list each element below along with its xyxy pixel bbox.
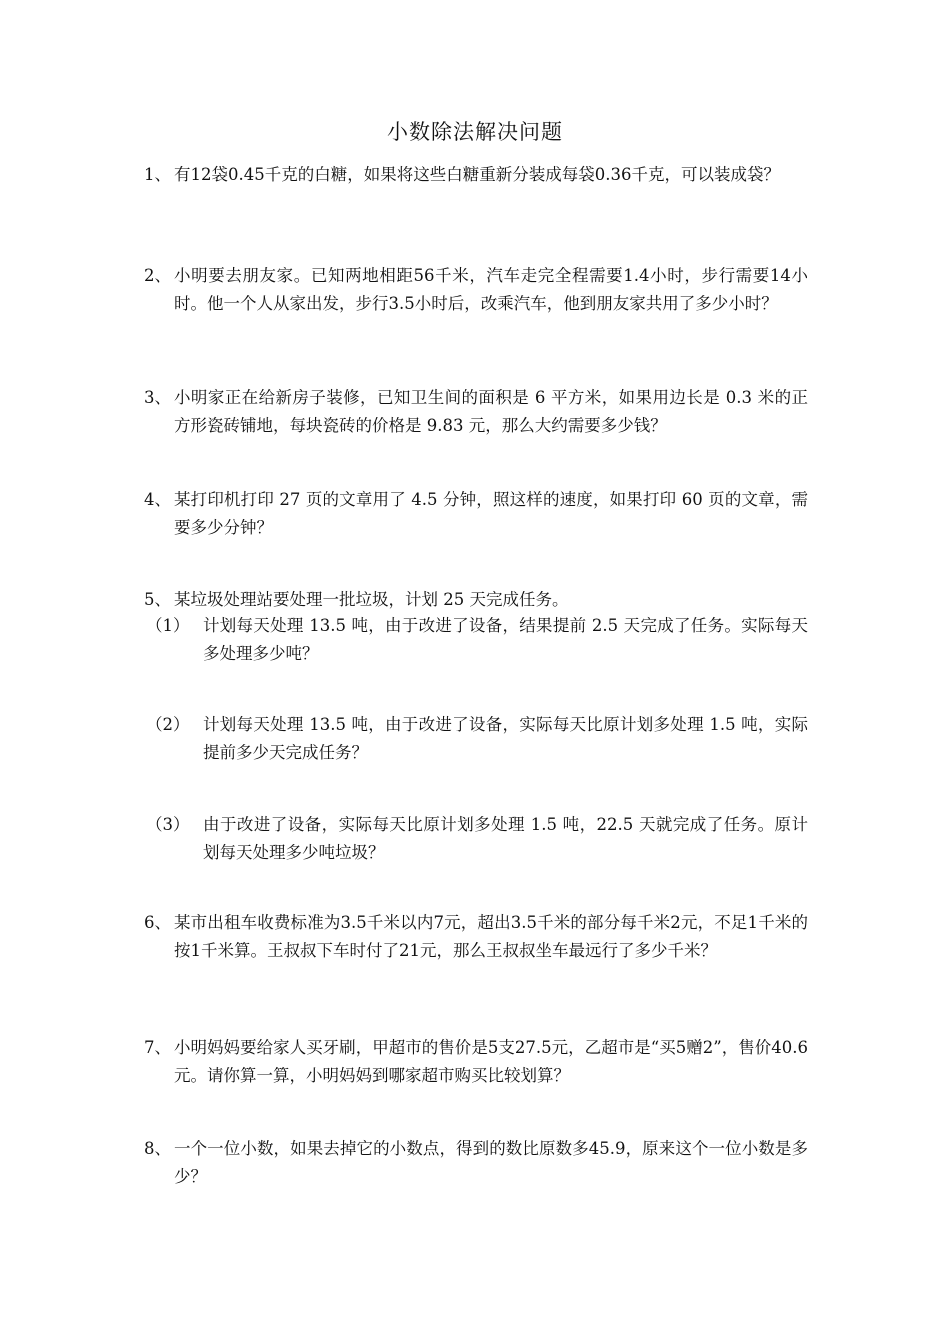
sub-question-text: 由于改进了设备，实际每天比原计划多处理 1.5 吨，22.5 天就完成了任务。原计划每天处理多少吨垃圾？ — [203, 815, 808, 862]
question-text: 小明妈妈要给家人买牙刷，甲超市的售价是5支27.5元，乙超市是“买5赠2”，售价40.6元。请你算一算，小明妈妈到哪家超市购买比较划算？ — [174, 1038, 808, 1085]
question-5-part-3 — [146, 811, 808, 867]
question-number: 4、 — [144, 490, 171, 509]
sub-question-number: （1） — [146, 616, 190, 635]
question-3 — [144, 384, 808, 440]
page-title: 小数除法解决问题 — [387, 120, 563, 144]
question-5-part-2 — [146, 711, 808, 767]
question-number: 2、 — [144, 266, 171, 285]
question-2 — [144, 262, 808, 318]
sub-question-text: 计划每天处理 13.5 吨，由于改进了设备，实际每天比原计划多处理 1.5 吨，实际提前多少天完成任务？ — [203, 715, 808, 762]
question-7 — [144, 1034, 808, 1090]
question-text: 有12袋0.45千克的白糖，如果将这些白糖重新分装成每袋0.36千克，可以装成袋？ — [174, 165, 780, 184]
question-text: 小明要去朋友家。已知两地相距56千米，汽车走完全程需要1.4小时，步行需要14小时。他一个人从家出发，步行3.5小时后，改乘汽车，他到朋友家共用了多少小时？ — [174, 266, 808, 313]
question-number: 6、 — [144, 913, 171, 932]
question-text: 某市出租车收费标准为3.5千米以内7元，超出3.5千米的部分每千米2元，不足1千米的按1千米算。王叔叔下车时付了21元，那么王叔叔坐车最远行了多少千米？ — [174, 913, 808, 960]
question-8 — [144, 1135, 808, 1191]
sub-question-number: （2） — [146, 715, 190, 734]
question-4 — [144, 486, 808, 542]
question-number: 3、 — [144, 388, 171, 407]
sub-question-number: （3） — [146, 815, 190, 834]
question-number: 7、 — [144, 1038, 171, 1057]
question-text: 一个一位小数，如果去掉它的小数点，得到的数比原数多45.9，原来这个一位小数是多少？ — [174, 1139, 808, 1186]
sub-question-text: 计划每天处理 13.5 吨，由于改进了设备，结果提前 2.5 天完成了任务。实际每天多处理多少吨？ — [203, 616, 808, 663]
question-text: 某打印机打印 27 页的文章用了 4.5 分钟，照这样的速度，如果打印 60 页的文章，需要多少分钟？ — [174, 490, 808, 537]
question-6 — [144, 909, 808, 965]
question-number: 1、 — [144, 165, 171, 184]
question-number: 8、 — [144, 1139, 171, 1158]
question-5-part-1 — [146, 612, 808, 668]
question-5 — [144, 586, 808, 614]
question-number: 5、 — [144, 590, 171, 609]
question-1 — [144, 161, 808, 189]
question-text: 小明家正在给新房子装修，已知卫生间的面积是 6 平方米，如果用边长是 0.3 米的正方形瓷砖铺地，每块瓷砖的价格是 9.83 元，那么大约需要多少钱？ — [174, 388, 808, 435]
question-text: 某垃圾处理站要处理一批垃圾，计划 25 天完成任务。 — [174, 590, 569, 609]
